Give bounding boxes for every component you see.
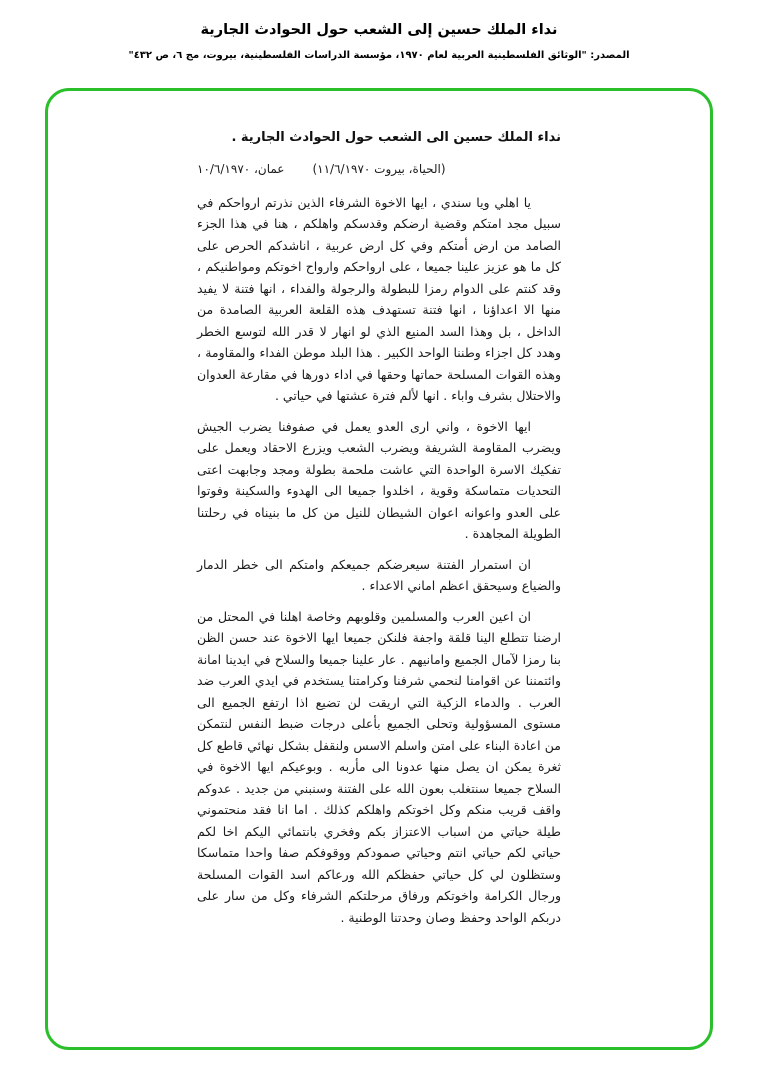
dateline-place: عمان، ١٠/٦/١٩٧٠: [197, 162, 285, 177]
document-scan-frame: [45, 88, 713, 1050]
page-title: نداء الملك حسين إلى الشعب حول الحوادث الجارية: [200, 22, 558, 38]
page-header: [0, 0, 758, 61]
document-paragraph: ان اعين العرب والمسلمين وقلوبهم وخاصة اهلنا في المحتل من ارضنا تتطلع الينا قلقة واجفة فلنكن جميعا ايها الاخوة عند حسن الظن بنا رمزا لآمال الجميع وامانيهم . عار علينا جميعا والسلاح في ايدينا امانة وائتمننا عن اقوامنا لنحمي شرفنا وكرامتنا يستخدم في ايدي العرب ضد العرب . والدماء الزكية التي اريقت لن تضيع اذا ارتفع الجميع الى مستوى المسؤولية وتحلى الجميع بأعلى درجات ضبط النفس لنتمكن من اعادة البناء على امتن واسلم الاسس ولنقفل بشكل نهائي قاطع كل ثغرة يمكن ان يصل منها عدونا الى مأربه . وبوعيكم ايها الاخوة في السلاح جميعا سنتغلب بعون الله على الفتنة وسنبني من جديد . عدوكم واقف قريب منكم وكل اخوتكم واهلكم كذلك . اما انا فقد منحتموني طيلة حياتي من اسباب الاعتزاز بكم وفخري بانتمائي اليكم اخا لكم حياتي لكم حياتي انتم وحياتي صمودكم ووقوفكم صفا واحدا متماسكا وستظلون لي كل حياتي حفظكم الله ورعاكم اسد القوات المسلحة ورجال الكرامة واخوتكم ورفاق مرحلتكم الشرفاء وكل من سار على دربكم الواحد وحفظ وصان وحدتنا الوطنية .: [197, 608, 561, 925]
document-paragraph: يا اهلي ويا سندي ، ايها الاخوة الشرفاء الذين نذرتم ارواحكم في سبيل مجد امتكم وقضية ارضكم وقدسكم واهلكم ، هنا في هذا الجزء الصامد من ارض أمتكم وفي كل ارض عربية ، اناشدكم الحرص على كل ما هو عزيز علينا جميعا ، على ارواحكم وارواح اخوتكم ومواطنيكم ، وقد كنتم على الدوام رمزا للبطولة والرجولة والفداء ، انها فتنة لا يفيد منها الا اعداؤنا ، انها فتنة تستهدف هذه القلعة العربية الصامدة من الداخل ، بل وهذا السد المنيع الذي لو انهار لا قدر الله لتوسع الخطر وهدد كل اجزاء وطننا الواحد الكبير . هذا البلد موطن الفداء والمقاومة ، وهذه القوات المسلحة حماتها وحقها في اداء دورها في مقارعة العدوان والاحتلال بشرف واباء . انها لألم فترة عشتها في حياتي .: [197, 194, 561, 404]
document-paragraph: ايها الاخوة ، واني ارى العدو يعمل في صفوفنا يضرب الجيش ويضرب المقاومة الشريفة ويضرب الشعب ويزرع الاحقاد ويعمل على تفكيك الاسرة الواحدة التي عاشت ملحمة بطولة ومجد وجابهت اعتى التحديات متماسكة وقوية ، اخلدوا جميعا الى الهدوء والسكينة وفوتوا على العدو واعوانه اعوان الشيطان للنيل من كل ما بنيناه في رحلتنا الطويلة المجاهدة .: [197, 418, 561, 542]
document-paragraph: ان استمرار الفتنة سيعرضكم جميعكم وامتكم الى خطر الدمار والضياع وسيحقق اعظم اماني الاعداء .: [197, 556, 561, 594]
source-line: المصدر: "الوثائق الفلسطينية العربية لعام ١٩٧٠، مؤسسة الدراسات الفلسطينية، بيروت، مج ٦، ص ٤٣٢": [128, 50, 630, 61]
document-title: نداء الملك حسين الى الشعب حول الحوادث الجارية .: [231, 130, 561, 145]
dateline: [197, 159, 561, 180]
document-scan-content: [197, 127, 561, 928]
dateline-source: (الحياة، بيروت ١١/٦/١٩٧٠): [312, 162, 446, 177]
